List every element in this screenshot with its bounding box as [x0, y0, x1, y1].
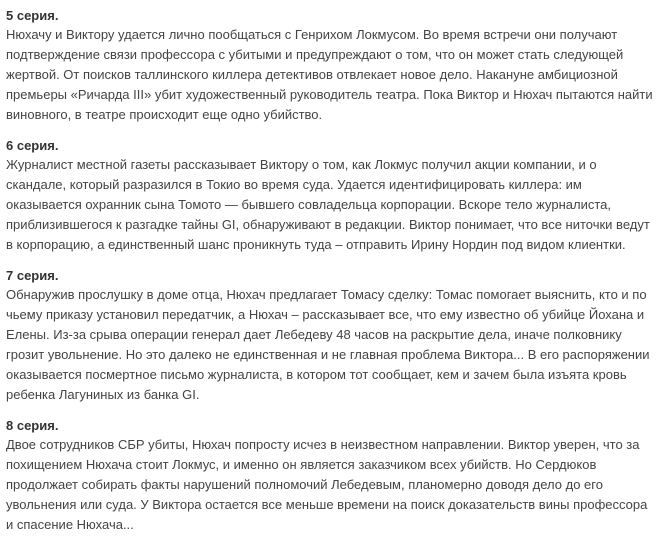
episode-title: 7 серия. [6, 268, 59, 283]
episode-7 [6, 266, 653, 405]
episode-description: Нюхачу и Виктору удается лично пообщаться с Генрихом Локмусом. Во время встречи они получают подтверждение связи профессора с убитыми и предупреждают о том, что он может стать следующей жертвой. От поисков таллинского киллера детективов отвлекает новое дело. Накануне амбициозной премьеры «Ричарда III» убит художественный руководитель театра. Пока Виктор и Нюхач пытаются найти виновного, в театре происходит еще одно убийство. [6, 27, 653, 122]
episode-title: 6 серия. [6, 138, 59, 153]
episode-description: Двое сотрудников СБР убиты, Нюхач попросту исчез в неизвестном направлении. Виктор уверен, что за похищением Нюхача стоит Локмус, и именно он является заказчиком всех убийств. Но Сердюков продолжает собирать факты нарушений полномочий Лебедевым, планомерно доводя дело до его увольнения или суда. У Виктора остается все меньше времени на поиск доказательств вины профессора и спасение Нюхача... [6, 437, 648, 532]
episode-title: 5 серия. [6, 8, 59, 23]
episode-title: 8 серия. [6, 418, 59, 433]
episode-5 [6, 6, 653, 125]
episode-8 [6, 416, 653, 535]
episode-description: Обнаружив прослушку в доме отца, Нюхач предлагает Томасу сделку: Томас помогает выяснить, кто и по чьему приказу установил передатчик, а Нюхач – рассказывает все, что ему известно об убийце Йохана и Елены. Из-за срыва операции генерал дает Лебедеву 48 часов на раскрытие дела, иначе полковнику грозит увольнение. Но это далеко не единственная и не главная проблема Виктора... В его распоряжении оказывается посмертное письмо журналиста, в котором тот сообщает, кем и зачем была изъята кровь ребенка Лагуниных из банка GI. [6, 287, 650, 402]
episode-description: Журналист местной газеты рассказывает Виктору о том, как Локмус получил акции компании, и о скандале, который разразился в Токио во время суда. Удается идентифицировать киллера: им оказывается охранник сына Томото — бывшего совладельца корпорации. Вскоре тело журналиста, приблизившегося к разгадке тайны GI, обнаруживают в редакции. Виктор понимает, что все ниточки ведут в корпорацию, а единственный шанс проникнуть туда – отправить Ирину Нордин под видом клиентки. [6, 157, 650, 252]
episode-6 [6, 136, 653, 255]
